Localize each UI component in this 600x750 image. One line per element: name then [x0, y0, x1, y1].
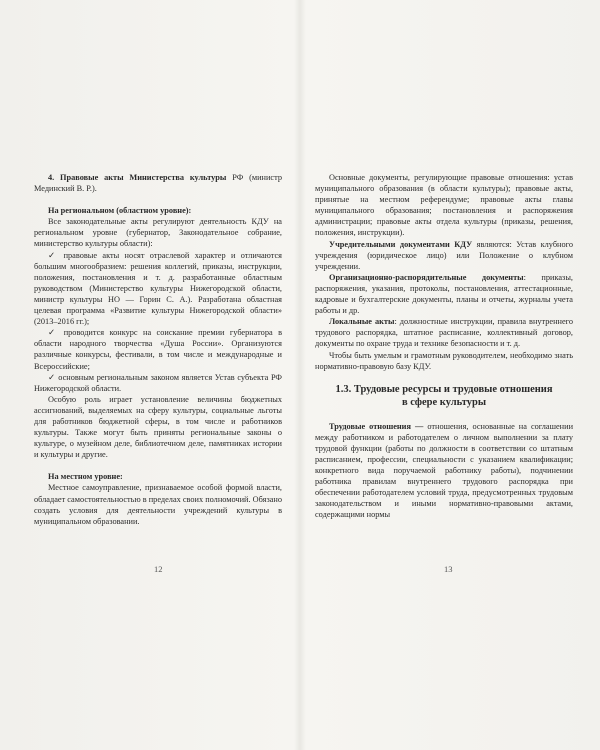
founding-documents-paragraph: Учредительными документами КДУ являются: Устав клубного учреждения (юридическое лицо) или Положение о клубном учреждении. [315, 239, 573, 271]
regional-intro: Все законодательные акты регулируют деятельность КДУ на региональном уровне (губернатор, Законодательное собрание, министерство культуры области): [34, 217, 282, 249]
leader-paragraph: Чтобы быть умелым и грамотным руководителем, необходимо знать нормативно-правовую базу КДУ. [315, 350, 573, 371]
page-number-left: 12 [154, 564, 163, 574]
page-number-right: 13 [444, 564, 453, 574]
local-paragraph: Местное самоуправление, признаваемое особой формой власти, обладает самостоятельностью в пределах своих полномочий. Обязано создать условия для деятельности учреждений культуры в муниципальном образовании. [34, 483, 283, 526]
section-4-heading: 4. Правовые акты Министерства культуры РФ (министр Мединский В. Р.). [34, 173, 282, 194]
main-documents-paragraph: Основные документы, регулирующие правовые отношения: устав муниципального образования (в области культуры); правовые акты, принятые на местном референдуме; правовые акты главы муниципального образования; постановления и распоряжения администрации; правовые акты отдела культуры (приказы, решения, положения, инструкции). [315, 173, 573, 238]
labor-relations-paragraph: Трудовые отношения — отношения, основанные на соглашении между работником и работодателем о личном выполнении за плату трудовой функции (работы по должности в соответствии со штатным расписанием, профессии, специальности с указанием квалификации; конкретного вида поручаемой работнику работы), подчинении работника правилам внутреннего трудового распорядка при обеспечении работодателем условий труда, предусмотренных трудовым законодательством и иными нормативно-правовыми актами, содержащими нормы [315, 421, 574, 520]
bullet-contest: ✓ проводится конкурс на соискание премии губернатора в области народного творчества «Душа России». Организуются различные конкурсы, фестивали, в том числе и международные и Всероссийские; [34, 328, 282, 371]
section-1-3-title-line2: в сфере культуры [401, 397, 487, 409]
section-1-3-title-line1: 1.3. Трудовые ресурсы и трудовые отношения [335, 383, 553, 395]
local-acts-paragraph: Локальные акты: должностные инструкции, правила внутреннего трудового распорядка, штатное расписание, коллективный договор, документы по охране труда и технике безопасности и т. д. [315, 317, 573, 349]
regional-heading: На региональном (областном уровне): [48, 206, 192, 216]
bullet-charter: ✓ основным региональным законом является Устав субъекта РФ Нижегородской области. [34, 372, 282, 393]
bullet-legal-acts: ✓ правовые акты носят отраслевой характер и отличаются большим многообразием: решения коллегий, приказы, инструкции, положения, постановления и т. д. разработанные областным руководством (Министерство культуры Нижегородской области, министр культуры НО — Горин С. А.). Разработана областная целевая программа «Развитие культуры Нижегородской области» (2013–2016 гг.); [34, 250, 282, 327]
left-page [34, 172, 282, 527]
right-page [315, 172, 573, 521]
special-role-paragraph: Особую роль играет установление величины бюджетных ассигнований, выделяемых на сферу культуры, социальные льготы для работников бюджетной сферы, в том числе и работников культуры. Также могут быть приняты региональные законы о культуре, о музейном деле, библиотечном деле, памятниках истории и культуры и другие. [34, 394, 282, 460]
local-heading: На местном уровне: [48, 472, 123, 482]
org-documents-paragraph: Организационно-распорядительные документы: приказы, распоряжения, указания, протоколы, постановления, аттестационные, кадровые и бухгалтерские документы, планы и отчеты, журналы учета работы и др. [315, 272, 573, 316]
